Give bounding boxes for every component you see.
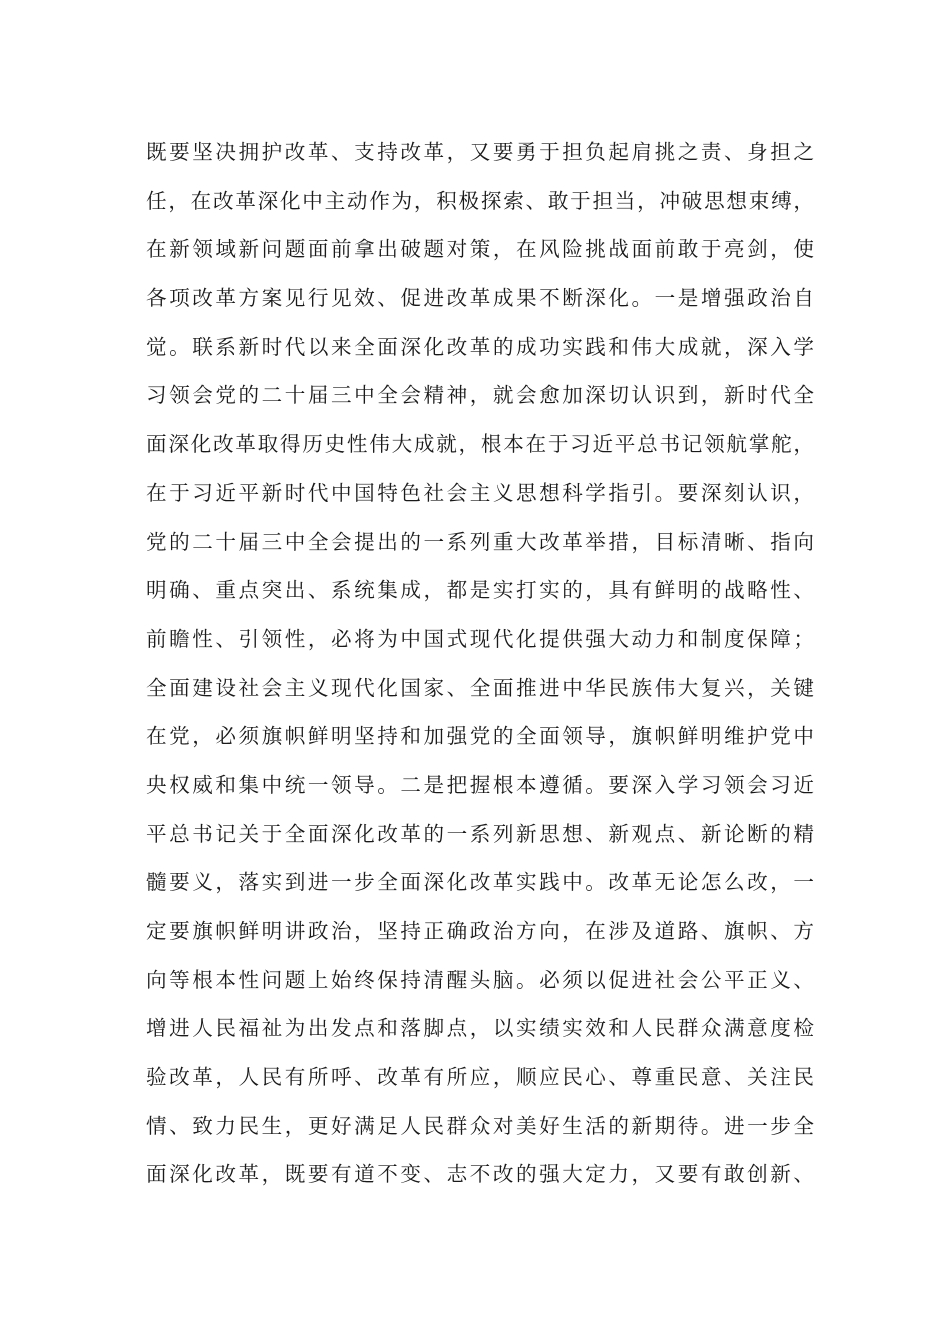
paragraph-line: 增进人民福祉为出发点和落脚点，以实绩实效和人民群众满意度检	[146, 1016, 814, 1041]
paragraph-line: 央权威和集中统一领导。二是把握根本遵循。要深入学习领会习近	[146, 772, 814, 797]
paragraph-line: 平总书记关于全面深化改革的一系列新思想、新观点、新论断的精	[146, 821, 814, 846]
paragraph-line: 面深化改革，既要有道不变、志不改的强大定力，又要有敢创新、	[146, 1162, 814, 1187]
paragraph-line: 习领会党的二十届三中全会精神，就会愈加深切认识到，新时代全	[146, 383, 814, 408]
paragraph-line: 验改革，人民有所呼、改革有所应，顺应民心、尊重民意、关注民	[146, 1065, 814, 1090]
paragraph-line: 前瞻性、引领性，必将为中国式现代化提供强大动力和制度保障；	[146, 626, 814, 651]
paragraph-line: 定要旗帜鲜明讲政治，坚持正确政治方向，在涉及道路、旗帜、方	[146, 919, 814, 943]
paragraph-line: 党的二十届三中全会提出的一系列重大改革举措，目标清晰、指向	[146, 529, 814, 554]
paragraph-line: 任，在改革深化中主动作为，积极探索、敢于担当，冲破思想束缚，	[146, 188, 814, 213]
paragraph-line: 在于习近平新时代中国特色社会主义思想科学指引。要深刻认识，	[146, 480, 814, 505]
paragraph-line: 明确、重点突出、系统集成，都是实打实的，具有鲜明的战略性、	[146, 578, 814, 603]
paragraph-line: 髓要义，落实到进一步全面深化改革实践中。改革无论怎么改，一	[146, 870, 814, 895]
paragraph-line: 全面建设社会主义现代化国家、全面推进中华民族伟大复兴，关键	[146, 675, 814, 700]
paragraph-line: 既要坚决拥护改革、支持改革，又要勇于担负起肩挑之责、身担之	[146, 140, 814, 164]
paragraph-line: 觉。联系新时代以来全面深化改革的成功实践和伟大成就，深入学	[146, 334, 814, 359]
paragraph-line: 各项改革方案见行见效、促进改革成果不断深化。一是增强政治自	[146, 286, 814, 311]
paragraph-line: 在新领域新问题面前拿出破题对策，在风险挑战面前敢于亮剑，使	[146, 237, 814, 262]
body-paragraph	[146, 132, 814, 1203]
paragraph-line: 情、致力民生，更好满足人民群众对美好生活的新期待。进一步全	[146, 1113, 814, 1138]
paragraph-line: 向等根本性问题上始终保持清醒头脑。必须以促进社会公平正义、	[146, 967, 814, 992]
paragraph-line: 在党，必须旗帜鲜明坚持和加强党的全面领导，旗帜鲜明维护党中	[146, 724, 814, 749]
paragraph-line: 面深化改革取得历史性伟大成就，根本在于习近平总书记领航掌舵，	[146, 432, 814, 457]
